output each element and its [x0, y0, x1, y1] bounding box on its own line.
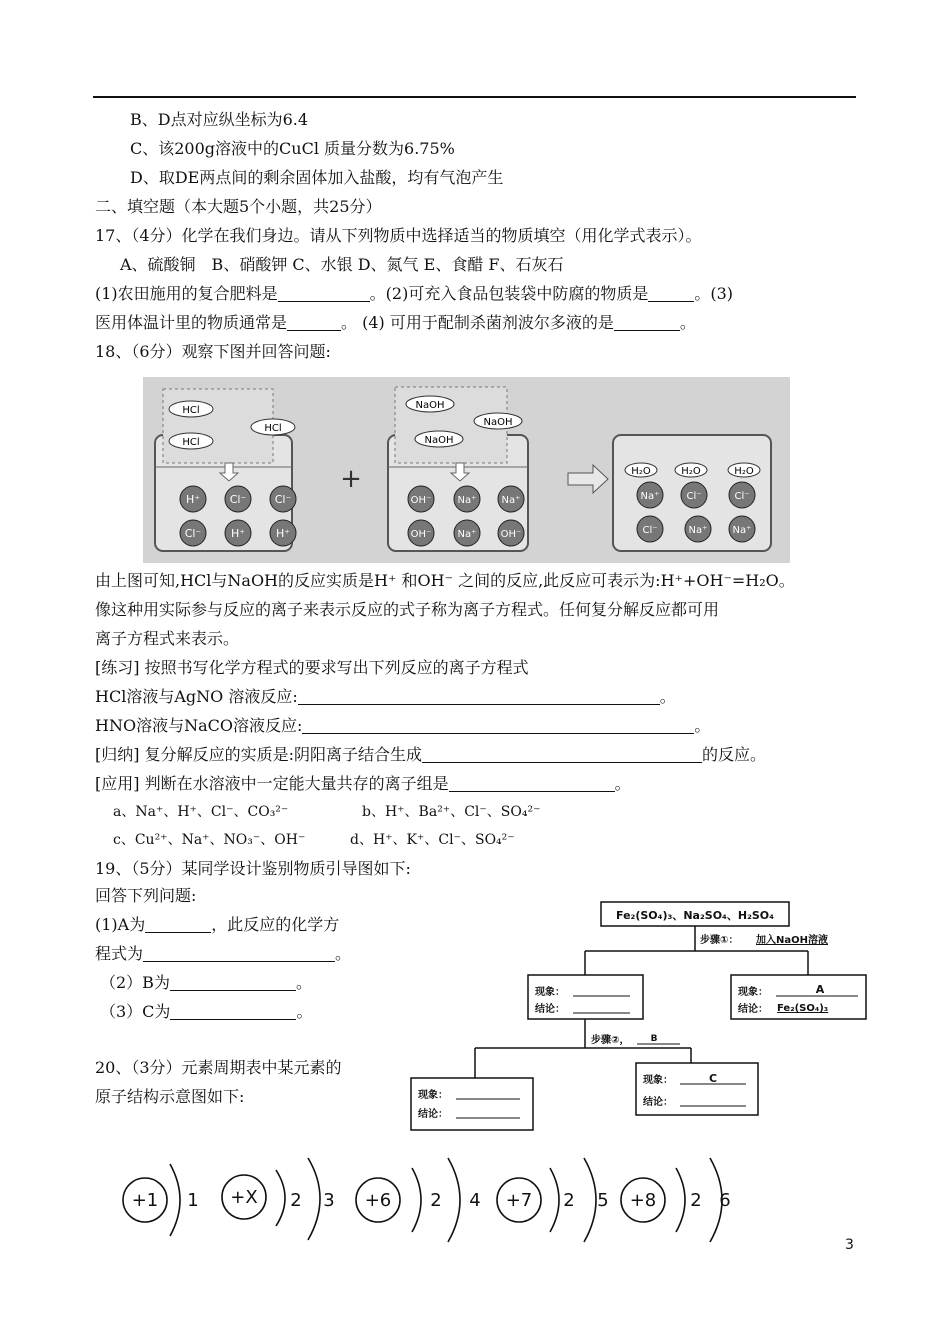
ion-label: Na⁺: [457, 495, 477, 506]
q16-option-c: C、该200g溶液中的CuCl 质量分数为6.75%: [130, 139, 455, 158]
atomic-structure-diagrams: [118, 1150, 748, 1250]
q19-stem: 19、（5分）某同学设计鉴别物质引导图如下:: [95, 859, 411, 878]
q18-text2: 像这种用实际参与反应的离子来表示反应的式子称为离子方程式。任何复分解反应都可用: [95, 600, 720, 619]
electron-count: 2: [563, 1190, 575, 1211]
electron-count: 6: [719, 1190, 731, 1211]
ion-label: Cl⁻: [274, 493, 292, 506]
electron-count: 1: [187, 1190, 199, 1211]
answer-blank[interactable]: [170, 1003, 296, 1020]
q20-stem-1: 20、（3分）元素周期表中某元素的: [95, 1058, 342, 1077]
q18-text1: 由上图可知,HCl与NaOH的反应实质是H⁺ 和OH⁻ 之间的反应,此反应可表示为:H⁺+OH⁻=H₂O。: [95, 571, 795, 590]
plus-sign: +: [340, 464, 362, 494]
flow-phenomenon: 现象：: [418, 1090, 448, 1101]
electron-count: 4: [469, 1190, 481, 1211]
q18-stem: 18、（6分）观察下图并回答问题:: [95, 342, 331, 361]
q17-line2: [95, 313, 696, 333]
ion-label: H⁺: [275, 527, 291, 540]
ion-label: OH⁻: [410, 495, 432, 506]
flow-phenomenon: 现象：: [738, 987, 768, 998]
period: 。: [296, 1002, 313, 1021]
answer-blank[interactable]: [143, 945, 335, 962]
nucleus-charge: +8: [629, 1190, 657, 1211]
part1-label: (1)A为: [95, 915, 146, 934]
q18-option-b: b、H⁺、Ba²⁺、Cl⁻、SO₄²⁻: [362, 804, 541, 820]
q16-option-d: D、取DE两点间的剩余固体加入盐酸，均有气泡产生: [130, 168, 504, 187]
flow-label-b: B: [650, 1034, 658, 1044]
hcl-label: HCl: [182, 405, 200, 416]
part1-tail: ，此反应的化学方: [211, 915, 340, 934]
period: 。: [659, 687, 676, 706]
ion-label: Na⁺: [457, 529, 477, 540]
q18-apply: [95, 774, 631, 794]
flow-conclusion: 结论：: [535, 1004, 565, 1015]
water-label: H₂O: [681, 466, 701, 477]
nucleus-charge: +6: [364, 1190, 392, 1211]
ion-label: H⁺: [230, 527, 246, 540]
ion-label: Cl⁻: [686, 491, 702, 502]
flow-label-a: A: [815, 983, 825, 996]
q17-part3: 。(3): [694, 284, 734, 303]
answer-blank[interactable]: [614, 314, 680, 331]
apply-label: [应用] 判断在水溶液中一定能大量共存的离子组是: [95, 774, 449, 793]
flow-label-c: C: [708, 1072, 718, 1085]
electron-count: 3: [323, 1190, 335, 1211]
naoh-beaker: [388, 387, 528, 551]
electron-count: 5: [597, 1190, 609, 1211]
ion-label: Na⁺: [640, 491, 660, 502]
apply-end: 。: [614, 774, 631, 793]
q18-text3: 离子方程式来表示。: [95, 629, 240, 648]
q17-stem: 17、（4分）化学在我们身边。请从下列物质中选择适当的物质填空（用化学式表示）。: [95, 226, 702, 245]
q19-part1-cont: [95, 944, 351, 964]
q18-option-c: c、Cu²⁺、Na⁺、NO₃⁻、OH⁻: [113, 832, 306, 848]
hcl-label: HCl: [264, 423, 282, 434]
summary-end: 的反应。: [701, 745, 766, 764]
answer-blank[interactable]: [302, 717, 694, 734]
q20-stem-2: 原子结构示意图如下:: [95, 1087, 245, 1106]
flow-step1: 步骤①：: [700, 935, 739, 946]
answer-blank[interactable]: [287, 314, 341, 331]
part1-cont-label: 程式为: [95, 944, 144, 963]
summary-label: [归纳] 复分解反应的实质是:阴阳离子结合生成: [95, 745, 422, 764]
flow-conclusion: 结论：: [418, 1109, 448, 1120]
part2-label: （2）B为: [100, 973, 170, 992]
period: 。: [295, 973, 312, 992]
hcl-label: HCl: [182, 437, 200, 448]
electron-count: 2: [690, 1190, 702, 1211]
electron-count: 2: [430, 1190, 442, 1211]
part3-label: （3）C为: [100, 1002, 171, 1021]
answer-blank[interactable]: [298, 688, 660, 705]
ion-label: OH⁻: [500, 529, 522, 540]
q17-part1: (1)农田施用的复合肥料是: [95, 284, 278, 303]
ion-label: H⁺: [185, 493, 201, 506]
water-label: H₂O: [734, 466, 754, 477]
naoh-label: NaOH: [424, 435, 454, 446]
flow-top-box: Fe₂(SO₄)₃、Na₂SO₄、H₂SO₄: [616, 909, 774, 922]
product-beaker: [613, 435, 771, 551]
q18-exercise2: [95, 716, 710, 736]
period: 。: [335, 944, 352, 963]
ion-label: Na⁺: [688, 525, 708, 536]
nucleus-charge: +1: [131, 1190, 159, 1211]
page-number: 3: [845, 1237, 854, 1253]
q19-part2: [100, 973, 312, 993]
water-label: H₂O: [631, 466, 651, 477]
q19-part1: [95, 915, 339, 935]
flow-conclusion: 结论：: [643, 1097, 673, 1108]
q18-practice: [练习] 按照书写化学方程式的要求写出下列反应的离子方程式: [95, 658, 529, 677]
q19-part3: [100, 1002, 312, 1022]
answer-blank[interactable]: [278, 285, 370, 302]
q17-part5: 。 (4) 可用于配制杀菌剂波尔多液的是: [341, 313, 614, 332]
q16-option-b: B、D点对应纵坐标为6.4: [130, 110, 309, 129]
ion-label: Cl⁻: [229, 493, 247, 506]
flow-conclusion-value: Fe₂(SO₄)₃: [777, 1003, 829, 1014]
q18-option-d: d、H⁺、K⁺、Cl⁻、SO₄²⁻: [350, 832, 515, 848]
ion-label: Na⁺: [501, 495, 521, 506]
q17-choices: A、硫酸铜 B、硝酸钾 C、水银 D、氮气 E、食醋 F、石灰石: [120, 255, 564, 274]
answer-blank[interactable]: [449, 775, 615, 792]
ion-label: Na⁺: [732, 525, 752, 536]
naoh-label: NaOH: [483, 417, 513, 428]
ion-reaction-diagram: [143, 377, 790, 563]
q17-line1: [95, 284, 733, 304]
q19-ask: 回答下列问题:: [95, 886, 197, 905]
flow-phenomenon: 现象：: [643, 1075, 673, 1086]
period: 。: [694, 716, 711, 735]
section-heading: 二、填空题（本大题5个小题，共25分）: [95, 197, 382, 216]
nucleus-charge: +7: [505, 1190, 533, 1211]
ion-label: Cl⁻: [734, 491, 750, 502]
naoh-label: NaOH: [415, 400, 445, 411]
answer-blank[interactable]: [648, 285, 694, 302]
q17-part6: 。: [679, 313, 696, 332]
q17-part2: 。(2)可充入食品包装袋中防腐的物质是: [369, 284, 649, 303]
answer-blank[interactable]: [170, 974, 296, 991]
exercise2-label: HNO溶液与NaCO溶液反应:: [95, 716, 303, 735]
q17-part4: 医用体温计里的物质通常是: [95, 313, 288, 332]
top-rule: [93, 96, 856, 98]
flow-phenomenon: 现象：: [535, 987, 565, 998]
identification-flowchart: [408, 895, 874, 1135]
answer-blank[interactable]: [145, 916, 211, 933]
flow-step2: 步骤②，: [591, 1035, 630, 1046]
answer-blank[interactable]: [422, 746, 702, 763]
nucleus-charge: +X: [230, 1187, 258, 1208]
ion-label: OH⁻: [410, 529, 432, 540]
q18-exercise1: [95, 687, 676, 707]
q18-summary: [95, 745, 766, 765]
ion-label: Cl⁻: [184, 527, 202, 540]
exercise1-label: HCl溶液与AgNO 溶液反应:: [95, 687, 298, 706]
q18-option-a: a、Na⁺、H⁺、Cl⁻、CO₃²⁻: [113, 804, 289, 820]
ion-label: Cl⁻: [642, 525, 658, 536]
flow-conclusion: 结论：: [738, 1004, 768, 1015]
flow-step1-action: 加入NaOH溶液: [756, 935, 828, 946]
electron-count: 2: [290, 1190, 302, 1211]
